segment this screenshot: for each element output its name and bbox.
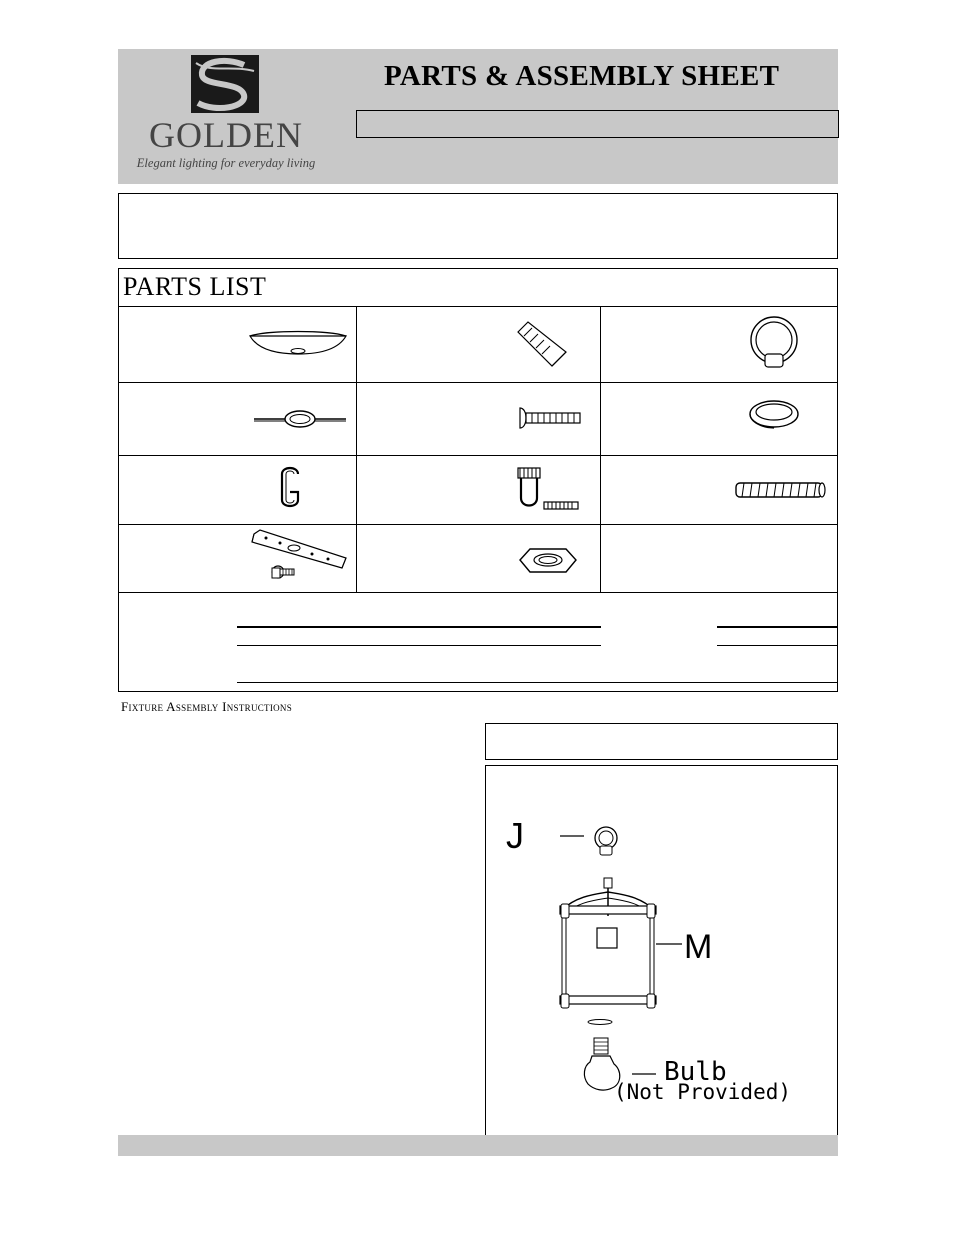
- threaded-nipple-icon: [732, 480, 828, 500]
- loop-ring-icon: [595, 827, 617, 855]
- label-bulb: Bulb: [664, 1057, 727, 1087]
- logo-tagline: Elegant lighting for everyday living: [136, 156, 316, 170]
- chain-link-icon: [252, 408, 348, 430]
- notes-underline: [717, 626, 838, 628]
- footer-band: [118, 1135, 838, 1156]
- page-title: PARTS & ASSEMBLY SHEET: [384, 60, 780, 92]
- swivel-hook-icon: [516, 466, 580, 512]
- label-m: M: [684, 928, 713, 966]
- logo-brand: GOLDEN: [149, 115, 303, 155]
- crossbar-icon: [250, 528, 350, 586]
- parts-grid-line: [118, 455, 838, 456]
- mounting-screw-icon: [518, 406, 582, 430]
- lock-washer-icon: [746, 398, 802, 432]
- notes-underline: [237, 682, 838, 683]
- loop-ring-icon: [746, 314, 802, 370]
- wire-nut-icon: [514, 318, 570, 368]
- parts-grid-line: [118, 524, 838, 525]
- model-number-field: [356, 110, 839, 138]
- notes-underline: [237, 626, 601, 628]
- golden-logo: [136, 55, 316, 177]
- golden-s-logo-icon: [191, 55, 259, 113]
- assembly-heading: Fixture Assembly Instructions: [121, 699, 293, 714]
- step-header-box: [485, 723, 838, 760]
- parts-grid-line: [118, 306, 838, 307]
- canopy-icon: [248, 328, 348, 358]
- parts-list-title: PARTS LIST: [123, 272, 267, 301]
- quick-link-icon: [278, 464, 304, 510]
- parts-list-table: [118, 268, 838, 593]
- notes-box: [118, 593, 838, 692]
- parts-grid-line: [356, 306, 357, 593]
- assembly-diagram: [486, 766, 837, 1135]
- fixture-info-box: [118, 193, 838, 259]
- label-not-provided: (Not Provided): [614, 1080, 792, 1104]
- fixture-body-icon: [560, 878, 656, 1008]
- hex-nut-icon: [516, 546, 580, 576]
- notes-underline: [237, 645, 601, 646]
- notes-underline: [717, 645, 838, 646]
- label-j: J: [506, 815, 524, 856]
- parts-grid-line: [118, 382, 838, 383]
- parts-grid-line: [600, 306, 601, 593]
